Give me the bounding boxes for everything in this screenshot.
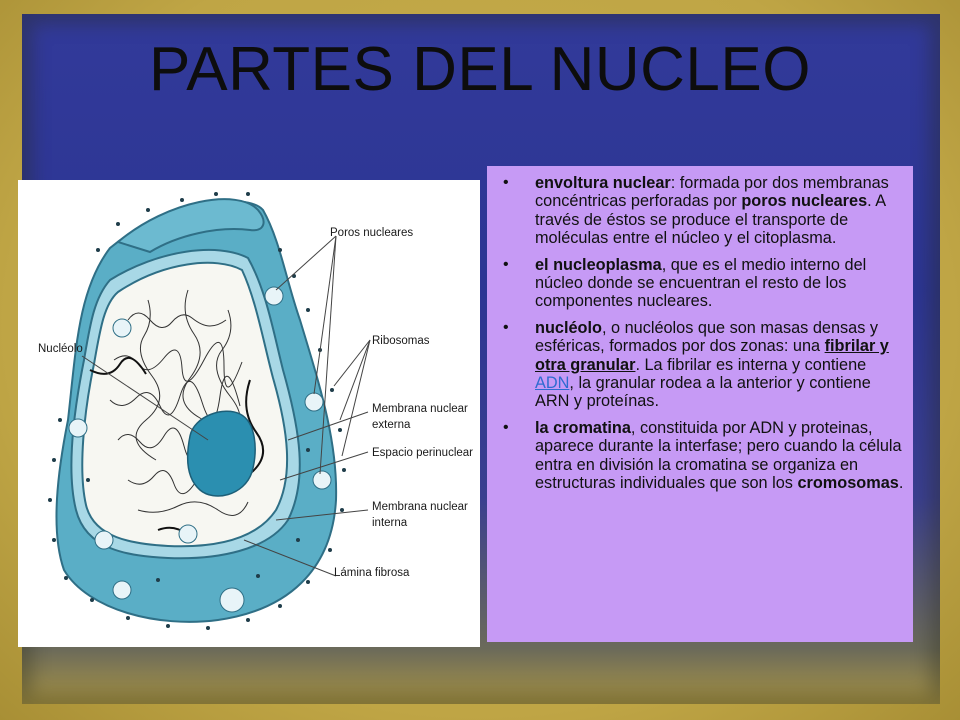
term-poros-nucleares: poros nucleares (741, 192, 868, 211)
text-span: , constituida por ADN y proteinas, aparece durante la interfase; pero cuando la célula entra en división la cromatina se organiza en estructuras individuales que son los (535, 418, 902, 493)
label-poros-nucleares: Poros nucleares (330, 227, 414, 239)
label-membrana-interna-2: interna (372, 517, 408, 529)
slide-title: PARTES DEL NUCLEO (149, 35, 811, 104)
text-span: , o nucléolos que son masas densas y esféricas, formados por dos zonas: una (535, 318, 878, 356)
label-membrana-interna-1: Membrana nuclear (372, 501, 468, 513)
nucleolus-shape (188, 411, 255, 496)
text-span: . (898, 474, 904, 493)
text-span: , la granular rodea a la anterior y contiene ARN y proteínas. (535, 374, 871, 411)
text-span: . A través de éstos se produce el transporte de moléculas entre el núcleo y el citoplasma. (535, 192, 886, 248)
label-nucleolo: Nucléolo (38, 343, 83, 355)
adn-link[interactable]: ADN (535, 374, 570, 393)
label-lamina-fibrosa: Lámina fibrosa (334, 567, 410, 579)
bullet-nucleolo (497, 319, 905, 411)
label-espacio-perinuclear: Espacio perinuclear (372, 447, 474, 459)
nucleus-illustration (18, 180, 480, 647)
label-membrana-externa-2: externa (372, 419, 411, 431)
term-cromatina: la cromatina (535, 418, 631, 437)
term-cromosomas: cromosomas (797, 474, 899, 493)
nucleus-diagram (18, 180, 480, 647)
term-nucleoplasma: el nucleoplasma (535, 255, 662, 274)
bullet-list (497, 174, 905, 493)
term-nucleolo: nucléolo (535, 318, 602, 337)
description-textbox (487, 166, 913, 642)
bullet-nucleoplasma (497, 256, 905, 311)
text-span: : formada por dos membranas concéntricas perforadas por (535, 174, 889, 211)
bullet-dot: • (503, 418, 509, 436)
label-membrana-externa-1: Membrana nuclear (372, 403, 468, 415)
text-span: . La fibrilar es interna y contiene (635, 355, 867, 374)
term-fibrilar-granular: fibrilar y otra granular (535, 337, 889, 374)
bullet-envoltura-nuclear (497, 174, 905, 248)
text-span: , que es el medio interno del núcleo donde se encuentran el resto de los componentes nucleares. (535, 255, 867, 311)
bullet-dot: • (503, 174, 509, 191)
bullet-dot: • (503, 255, 509, 273)
bullet-dot: • (503, 318, 509, 336)
bullet-cromatina (497, 419, 905, 493)
term-envoltura-nuclear: envoltura nuclear (535, 174, 671, 192)
label-ribosomas: Ribosomas (372, 335, 430, 347)
